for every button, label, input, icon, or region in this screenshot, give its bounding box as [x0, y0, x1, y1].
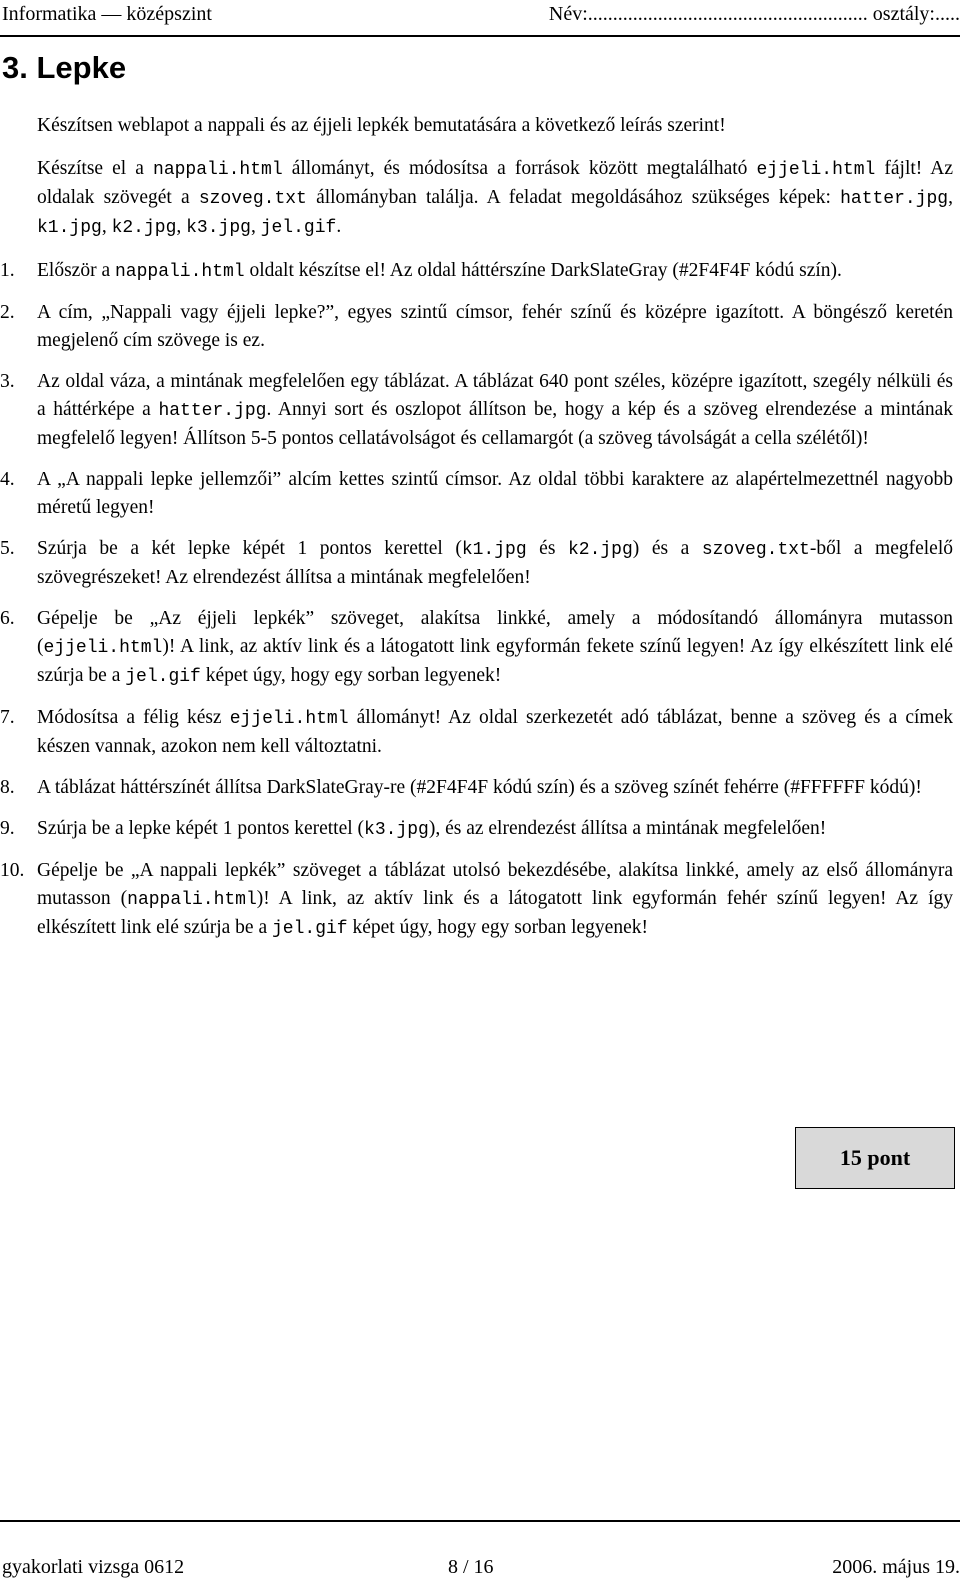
filename: nappali.html: [153, 160, 283, 180]
footer-page-number: 8 / 16: [448, 1556, 494, 1578]
filename: hatter.jpg: [158, 401, 267, 421]
filename: nappali.html: [114, 262, 245, 282]
header-subject: Informatika — középszint: [2, 3, 212, 25]
filename: szoveg.txt: [198, 189, 307, 209]
filename: jel.gif: [271, 919, 348, 939]
footer-date: 2006. május 19.: [832, 1556, 960, 1578]
filename: ejjeli.html: [43, 638, 163, 658]
filename: k2.jpg: [111, 218, 177, 238]
filename: ejjeli.html: [229, 709, 349, 729]
task-item: 3. Az oldal váza, a mintának megfelelően egy táblázat. A táblázat 640 pont széles, középre igazított, szegély nélküli és a háttérképe a hatter.jpg. Annyi sort és oszlopot állítson be, hogy a kép és a szöveg elrendezése a mintának megfelelő legyen! Állítson 5-5 pontos cellatávolságot és cellamargót (a szöveg távolságát a cella szélétől)!: [0, 371, 953, 449]
filename: ejjeli.html: [756, 160, 876, 180]
task-body: [0, 112, 954, 956]
task-list: [0, 257, 954, 943]
task-item: 6. Gépelje be „Az éjjeli lepkék” szöveget, alakítsa linkké, amely a módosítandó állományra mutasson (ejjeli.html)! A link, az aktív link és a látogatott link egyformán fekete színű legyen! Az így elkészített link elé szúrja be a jel.gif képet úgy, hogy egy sorban legyenek!: [0, 608, 953, 687]
filename: jel.gif: [125, 667, 201, 687]
footer-exam: gyakorlati vizsga 0612: [2, 1556, 185, 1578]
filename: k3.jpg: [364, 820, 429, 840]
files-paragraph: Készítse el a nappali.html állományt, és módosítsa a források között megtalálható ejjeli.html fájlt! Az oldalak szövegét a szoveg.txt állományban találja. A feladat megoldásához szükséges képek: hatter.jpg, k1.jpg, k2.jpg, k3.jpg, jel.gif.: [37, 158, 954, 238]
page-header: [0, 0, 960, 37]
points-box: 15 pont: [795, 1127, 955, 1189]
task-item: 10. Gépelje be „A nappali lepkék” szöveget a táblázat utolsó bekezdésébe, alakítsa linkké, amely az első állományra mutasson (nappali.html)! A link, az aktív link és a látogatott link egyformán fehér színű legyen! Az így elkészített link elé szúrja be a jel.gif képet úgy, hogy egy sorban legyenek!: [0, 860, 953, 939]
filename: k1.jpg: [37, 218, 102, 238]
task-title: 3. Lepke: [2, 50, 127, 85]
page-footer: [0, 1520, 960, 1595]
task-item: 5. Szúrja be a két lepke képét 1 pontos kerettel (k1.jpg és k2.jpg) és a szoveg.txt-ből a megfelelő szövegrészeket! Az elrendezést állítsa a mintának megfelelően!: [0, 538, 953, 588]
task-item: 7. Módosítsa a félig kész ejjeli.html állományt! Az oldal szerkezetét adó táblázat, benne a szöveg és a címek készen vannak, azokon nem kell változtatni.: [0, 707, 954, 757]
filename: hatter.jpg: [840, 189, 949, 209]
task-item: 9. Szúrja be a lepke képét 1 pontos kerettel (k3.jpg), és az elrendezést állítsa a mintának megfelelően!: [0, 818, 827, 840]
filename: jel.gif: [260, 218, 337, 238]
filename: nappali.html: [127, 890, 257, 910]
filename: k3.jpg: [186, 218, 251, 238]
task-item: 4. A „A nappali lepke jellemzői” alcím kettes szintű címsor. Az oldal többi karaktere az alapértelmezettnél nagyobb méretű legyen!: [0, 469, 953, 518]
filename: k1.jpg: [461, 540, 527, 560]
task-item: 2. A cím, „Nappali vagy éjjeli lepke?”, egyes szintű címsor, fehér színű és középre igazított. A böngésző keretén megjelenő cím szövege is ez.: [0, 302, 953, 351]
header-name-class: Név:........................................................ osztály:.....: [548, 3, 960, 25]
filename: k2.jpg: [567, 540, 633, 560]
intro-paragraph: Készítsen weblapot a nappali és az éjjeli lepkék bemutatására a következő leírás szerint!: [37, 115, 726, 136]
task-item: 1. Először a nappali.html oldalt készítse el! Az oldal háttérszíne DarkSlateGray (#2F4F4F kódú szín).: [0, 260, 842, 282]
task-item: 8. A táblázat háttérszínét állítsa DarkSlateGray-re (#2F4F4F kódú szín) és a szöveg színét fehérre (#FFFFFF kódú)!: [0, 777, 922, 798]
filename: szoveg.txt: [701, 540, 810, 560]
